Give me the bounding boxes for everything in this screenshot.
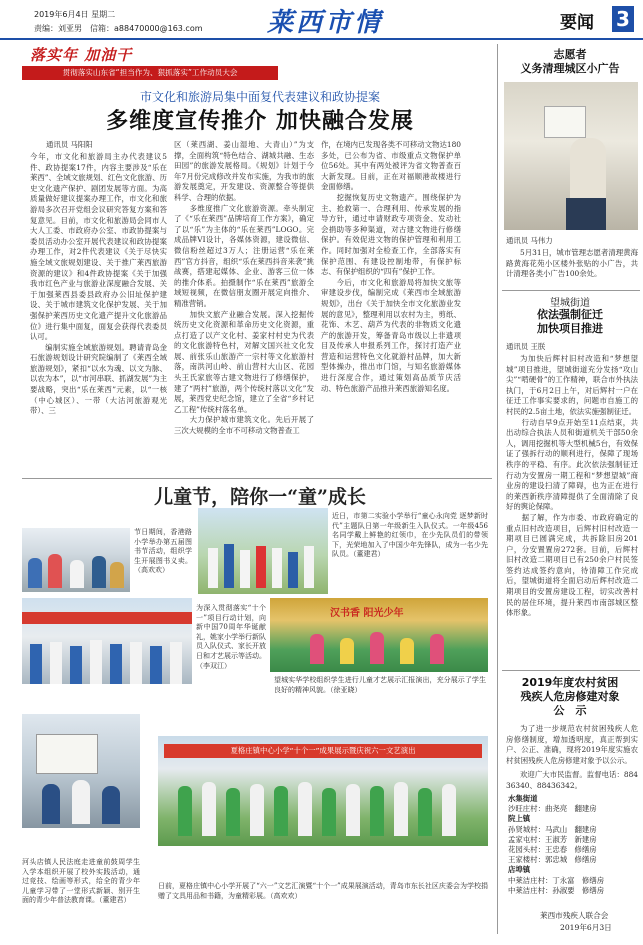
list-item: 王家楼村：郭忠城 修缮房 <box>508 855 597 865</box>
lead-column-2: 区（莱西湖、姜山湿地、大青山）”为支撑，全面构筑“特色结合、湖城共融、生态田园”的旅游发展格局。《规划》计划于今年7月份完成修改并发布实施，为我市的旅游发展奠定，开发建设、资源整合等提供科学、合理的依据。 多维度推广文化旅游资源。牵头制定了《“乐在莱西”品牌培育工作方案》，确定了以“乐”为主体的“乐在莱西”LOGO。完成品牌VI设计，各媒体资源，建设微信、微信粉丝超过3万人；注册运营“乐在莱西”官方抖音，组织“乐在莱西抖音来袭”挑战赛，搭建起媒体、企业、游客三位一体的推介体系。拍摄制作“乐在莱西”旅游全域短视频，在微信朋友圈开展定向推介、精准营销。 加快文旅产业融合发展。深入挖掘传统历史文化资源和革命历史文化资源，重点打造了以产文化村、姜家村村史为代表的文化旅游特色村，对解文国兴社文化发展、前张乐山旅游产一宗村等文化旅游村落，南洪河山岭、前山营村大山区、花园头王氏家旅等古建文物进行了修缮保护，建了“两村”旅游，两个传统村落以文化”发展，莱西党史纪念馆，建立了全省“乡村记乙工程”传统村落名单。 大力保护城市建筑文化。先后开展了三次大规模的全市不可移动文物普查工 <box>174 140 314 436</box>
volunteer-body: 5月31日，城市管理志愿者清理黄海路黄海花苑小区楼外张贴的小广告，共计清理各类小广告100余处。 <box>506 248 638 279</box>
banner-slogan: 落实年 加油干 <box>30 46 133 64</box>
list-item: 沙旺庄村：曲尧亮 翻建房 <box>508 804 597 814</box>
demolition-byline: 通讯员 王朕 <box>506 342 546 351</box>
caption-culture-performance: 日前，夏格庄镇中心小学开展了“六一”文艺汇演暨“十个一”成果展演活动，青岛市东长社区庆委会为学校捐赠了文具用品和书籍，为童精彩展。（高欢欢） <box>158 882 488 900</box>
photo-talent-show <box>270 598 488 672</box>
photo-volunteer <box>504 82 638 230</box>
lead-column-1: 今年，市文化和旅游局主办代表建议5件、政协提案17件，内容主要涉及“乐在莱西”、全域文旅规划、红色文化旅游、历史文化遗产保护、剧团发展等方面。为高质量做好建议提案办理工作，市文化和旅游局多次召开党组会议研究答复方案和答复意见。目前，市文化和旅游局会同市人大人工委、市政府办公室、市政协提案与委员活动办公室开展代表建议和政协提案办理工作，对2件代表建议《关于尽快实施全域文旅规划建设、关于推广莱西旅游资源的建议》和4件政协提案《关于加强我市红色产业与旅游业深度融合发展、关于加强莱西县委县政府办公旧址保护建设、关于城市建筑文化保护发展、关于加强保护莱西历史文化遗产提升文化旅游品位》进行集中面复，面复会获得代表委员认可。 编制实施全域旅游规划。聘请青岛金石旅游规划设计研究院编制了《莱西全域旅游规划》，紧扣“以水为魂、以文为脉、以农为本”，以“市河串联、抓湖发展”为主要战略，突出“乐在莱西”元素，以“一核（中心城区）、一带（大沽河旅游观光带）、三 <box>30 152 167 416</box>
list-item: 中莱洁庄村：孙淑要 修缮房 <box>508 885 605 895</box>
side-rule-1 <box>502 290 640 291</box>
talent-show-banner: 汉书香 阳光少年 <box>330 608 404 619</box>
demolition-headline: 依法强制征迁 加快项目推进 <box>537 308 603 335</box>
notice-list <box>508 794 638 896</box>
list-item: 孟家屯村：王淑芳 新建房 <box>508 834 597 844</box>
section-name: 要闻 <box>560 13 594 33</box>
side-rule-2 <box>502 670 640 671</box>
caption-book-sale: 节日期间，香港路小学举办第五届图书节活动，组织学生开展图书义卖。（高欢欢） <box>134 528 192 575</box>
caption-law-education: 河头店镇人民法庭走进童前鼓周学生入学本组织开展了校外实践活动，通过竞技、绘画等形式，给全的青少年儿童学习带了一堂形式新颖、别开生面的青少年普法教育课。（董建君） <box>22 858 140 905</box>
lead-kicker: 市文化和旅游局集中面复代表建议和政协提案 <box>139 90 380 104</box>
list-item: 花园头村：王忠春 修缮房 <box>508 845 597 855</box>
editor: 责编：刘亚男 <box>34 24 82 33</box>
photo-book-sale <box>22 528 130 592</box>
demolition-body: 为加快后辉村旧村改造和“梦想望城”项目推进，望城街道充分发扬“攻山尖”“啃硬骨”的工作精神，联合市外执法执门，于6月2日上午，对后辉村一户在征迁工作事实要求的，问题市自施工的村民的2.5亩土地，依法实施强制征迁。 行动自早9点开始至11点结束，共出动综合执法人员和街道机关干部50余人，调用挖掘机等大型机械5台，有效保证了强拆行动的顺利进行，保障了现场秩序的平稳、有序。此次依法强制征迁行动为安置房一期工程和“梦想望城”商业房的建设扫清了障碍，也为正在进行的莱西新秩序清障提供了全面清除了良好的舆论保障。 据了解，作为市委、市政府确定的重点旧村改造项目，后辉村旧村改造一期项目已圆满完成，共拆除旧房201户，分安置置房272套。目前，后辉村旧村改造二期项目已有250余户村民签签约达成签约意向，待清障工作完成后，望城街道将全面启动后辉村改造二期项目的安置房建设工程，切实改善村民的居住环境，提升莱西市南部城区整体形象。 <box>506 354 638 618</box>
banner-subtitle: 贯彻落实山东省“担当作为、狠抓落实”工作动员大会 <box>22 66 278 80</box>
list-item: 孙贤城村：马武山 翻建房 <box>508 824 597 834</box>
notice-signature: 莱西市残疾人联合会 <box>540 911 609 920</box>
list-item: 中莱洁庄村：丁永富 修缮房 <box>508 875 605 885</box>
editor-email: 信箱：a88470000@163.com <box>90 24 203 33</box>
notice-headline: 2019年度农村贫困 残疾人危房修建对象 公 示 <box>520 676 620 717</box>
volunteer-byline: 通讯员 马伟力 <box>506 236 553 245</box>
paper-name: 莱西市情 <box>266 8 383 38</box>
column-divider <box>497 44 498 934</box>
volunteer-headline: 志愿者 义务清理城区小广告 <box>520 48 620 75</box>
campaign-banner <box>22 42 278 84</box>
district-name: 水集街道 <box>508 794 538 803</box>
demolition-kicker: 望城街道 <box>550 298 590 309</box>
caption-talent-show: 望城实华学校组织学生进行儿童才艺展示汇报演出，充分展示了学生良好的精神风貌。（徐亚晓） <box>274 676 486 694</box>
lead-column-3: 作，在境内已发现各类不可移动文物达180多处，已公布为省、市级重点文物保护单位56处。其中有两处被评为省文物普查百大新发现。目前，正在对福顺港故楼进行金面修缮。 挖掘恢复历史文物遗产。围绕保护为主、抢救第一、合理利用、传承发展的指导方针，通过申请财政专项资金、发动社会捐助等多种渠道，对古建文物进行修缮保护。有效促进文物的保护管理和利用工作。同时加强对全检查工作，全部落实有保护范围、有建设控制地带，有保护标志、有保护组织的“四有”保护工作。 今后，市文化和旅游局将加快文旅等审建设步伐，编制完成《莱西市全域旅游规划》，出台《关于加快全市文化旅游业发展的意见》，整理利用以农村为主，剪纸、花饰、木艺、葫芦为代表的非物质文化遗产的旅游开发，筹备青岛市级以上非遗项目及传承人申报系列工作，探讨打造产业营造和运营特色文化就游村品牌，加大新型体操办，推出市门馆，与知名旅游媒体进行深度合作，通过策划高品质节庆活动、特色旅游产品推升莱西旅游知名度。 <box>321 140 461 393</box>
photo-flag-ceremony <box>22 598 192 684</box>
notice-intro: 为了进一步规范农村贫困残疾人危房修缮制度，增加透明度，真正帮到实户、公正、准确，现将2019年度实施农村贫困残疾人危房修建对象予以公示。 <box>506 724 638 765</box>
photo-team-induction <box>198 508 328 594</box>
children-headline: 儿童节，陪你一“童”成长 <box>154 486 366 508</box>
caption-team-induction: 近日，市第二实验小学举行“童心永向党 逐梦新时代”主题队日第一年级新生入队仪式。一年级456名同学戴上鲜艳的红领巾，在少先队员们的带领下，光荣地加入了中国少年先锋队，成为一名少先队员。（董建君） <box>332 512 488 559</box>
lead-headline: 多维度宣传推介 加快融合发展 <box>106 109 414 134</box>
caption-flag-ceremony: 为深入贯彻落实“十个一”项目行动计划，向新中国70周年华诞献礼，姚家小学举行新队员入队仪式、家长开放日和才艺展示等活动。（李双江） <box>196 604 266 670</box>
photo-law-education <box>22 714 140 828</box>
photo-culture-performance <box>158 736 488 846</box>
issue-date: 2019年6月4日 星期二 <box>34 10 116 19</box>
notice-date: 2019年6月3日 <box>560 923 612 932</box>
notice-phone: 欢迎广大市民监督。监督电话：88436340、88436342。 <box>506 770 638 790</box>
page-number: 3 <box>612 6 634 32</box>
lead-byline: 通讯员 马阳阳 <box>46 140 93 149</box>
district-name: 店埠镇 <box>508 865 531 875</box>
performance-banner: 夏格庄镇中心小学“十个一”成果展示暨庆祝六一文艺演出 <box>164 744 482 758</box>
masthead-rule <box>0 38 643 40</box>
section-rule <box>22 478 492 479</box>
district-name: 院上镇 <box>508 814 531 824</box>
